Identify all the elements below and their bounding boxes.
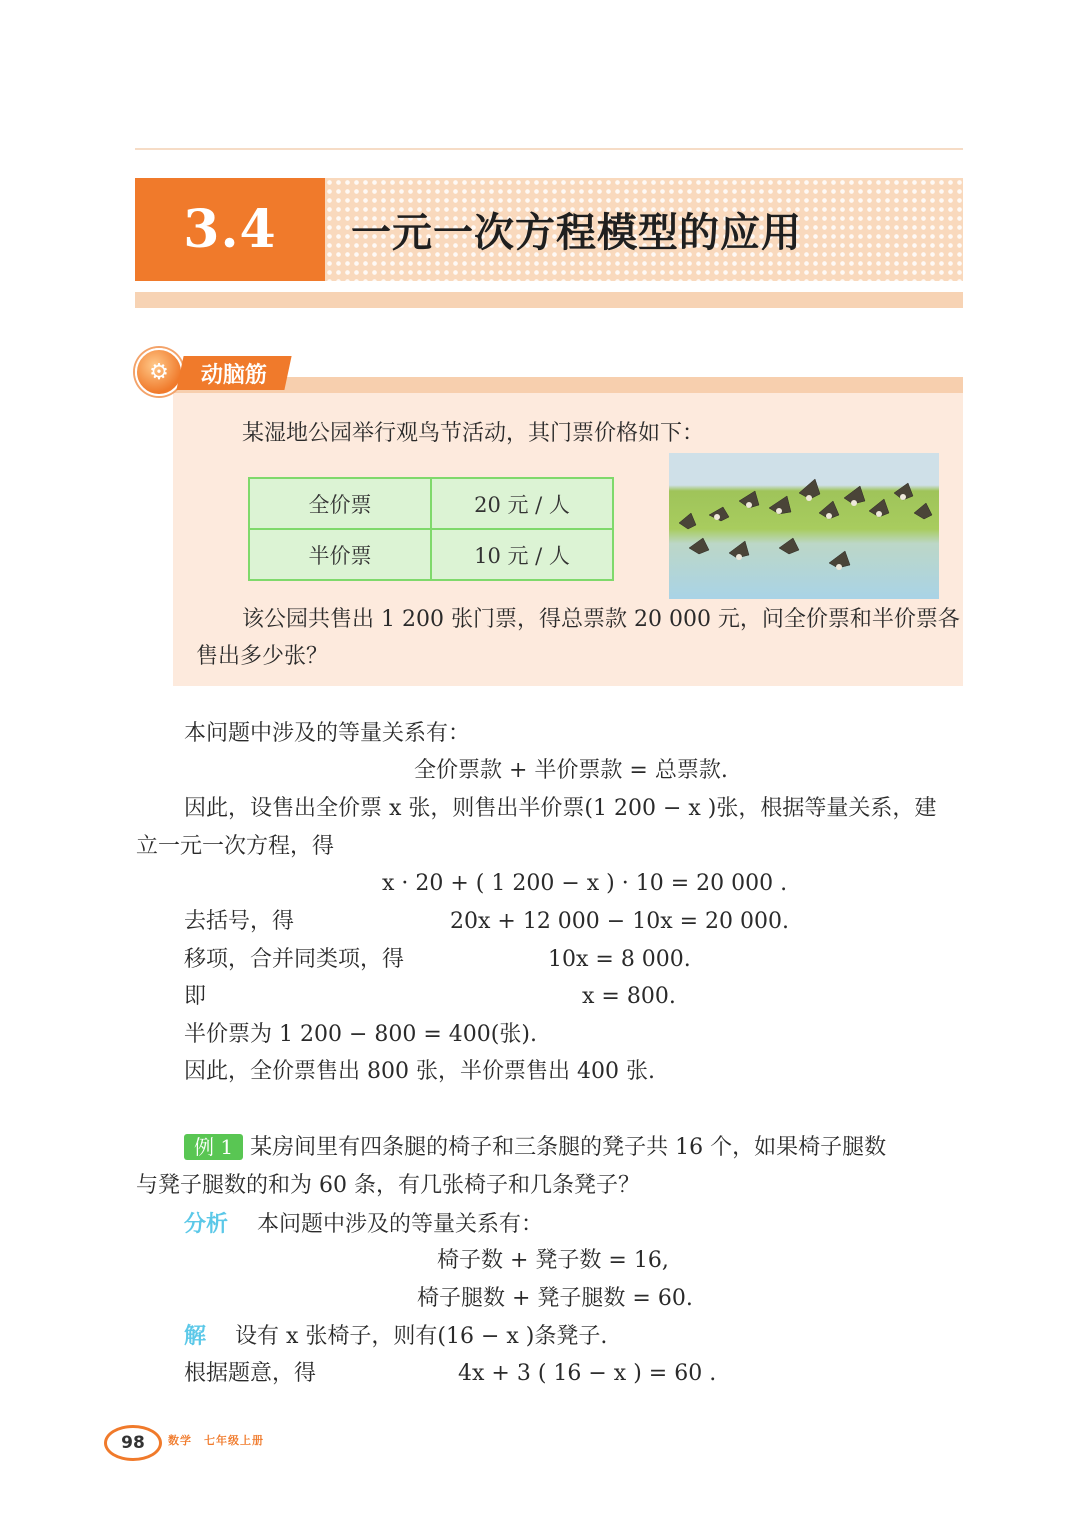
step-label: 移项，合并同类项，得: [184, 947, 405, 972]
equation: x = 800.: [582, 984, 676, 1009]
page-number: 98: [104, 1425, 162, 1461]
think-question-2: 售出多少张？: [196, 644, 329, 669]
solve-line: [184, 1322, 607, 1351]
table-row: [249, 529, 613, 580]
equation: 椅子数 + 凳子数 = 16,: [437, 1248, 669, 1273]
solution-line: 因此，设售出全价票 x 张，则售出半价票(1 200 − x )张，根据等量关系，建: [184, 796, 937, 821]
example-badge: 例 1: [184, 1134, 243, 1160]
birds-photo: [669, 453, 939, 599]
table-row: [249, 478, 613, 529]
think-badge-label: 动脑筋: [200, 361, 267, 388]
analysis-label: 分析: [184, 1211, 229, 1237]
solution-line: 全价票款 + 半价票款 = 总票款.: [414, 758, 728, 783]
book-title: 数学 七年级上册: [168, 1434, 264, 1447]
equation: x · 20 + ( 1 200 − x ) · 10 = 20 000 .: [382, 871, 788, 896]
equation: 20x + 12 000 − 10x = 20 000.: [450, 909, 790, 934]
table-cell-type: 全价票: [249, 478, 431, 529]
header-strip: [135, 292, 963, 308]
solution-line: 本问题中涉及的等量关系有：: [184, 721, 471, 746]
step-label: 根据题意，得: [184, 1361, 317, 1386]
solve-text: 设有 x 张椅子，则有(16 − x )条凳子.: [235, 1324, 608, 1349]
gear-icon: ⚙: [135, 348, 183, 396]
analysis-text: 本问题中涉及的等量关系有：: [257, 1212, 544, 1237]
table-cell-price: 20 元 / 人: [431, 478, 613, 529]
example-line-2: 与凳子腿数的和为 60 条，有几张椅子和几条凳子？: [136, 1173, 640, 1198]
analysis-line: [184, 1210, 543, 1239]
table-cell-type: 半价票: [249, 529, 431, 580]
think-badge: [176, 356, 291, 390]
section-number: 3.4: [135, 178, 325, 281]
solve-label: 解: [184, 1323, 207, 1349]
equation: 4x + 3 ( 16 − x ) = 60 .: [458, 1361, 717, 1386]
equation: 10x = 8 000.: [548, 947, 691, 972]
birds-illustration: [669, 453, 939, 599]
step-label: 即: [184, 984, 207, 1009]
think-box-topbar: [173, 377, 963, 393]
table-cell-price: 10 元 / 人: [431, 529, 613, 580]
think-question-1: 该公园共售出 1 200 张门票，得总票款 20 000 元，问全价票和半价票各: [242, 607, 960, 632]
example-line-1: [184, 1134, 886, 1162]
top-rule: [135, 148, 963, 150]
example-text: 某房间里有四条腿的椅子和三条腿的凳子共 16 个，如果椅子腿数: [250, 1135, 887, 1160]
section-title: 一元一次方程模型的应用: [325, 178, 963, 281]
solution-line: 半价票为 1 200 − 800 = 400(张).: [184, 1022, 537, 1047]
solution-line: 因此，全价票售出 800 张，半价票售出 400 张.: [184, 1059, 655, 1084]
think-intro: 某湿地公园举行观鸟节活动，其门票价格如下：: [242, 421, 705, 446]
price-table: [248, 477, 614, 581]
equation: 椅子腿数 + 凳子腿数 = 60.: [417, 1286, 693, 1311]
solution-line: 立一元一次方程，得: [136, 834, 335, 859]
step-label: 去括号，得: [184, 909, 295, 934]
